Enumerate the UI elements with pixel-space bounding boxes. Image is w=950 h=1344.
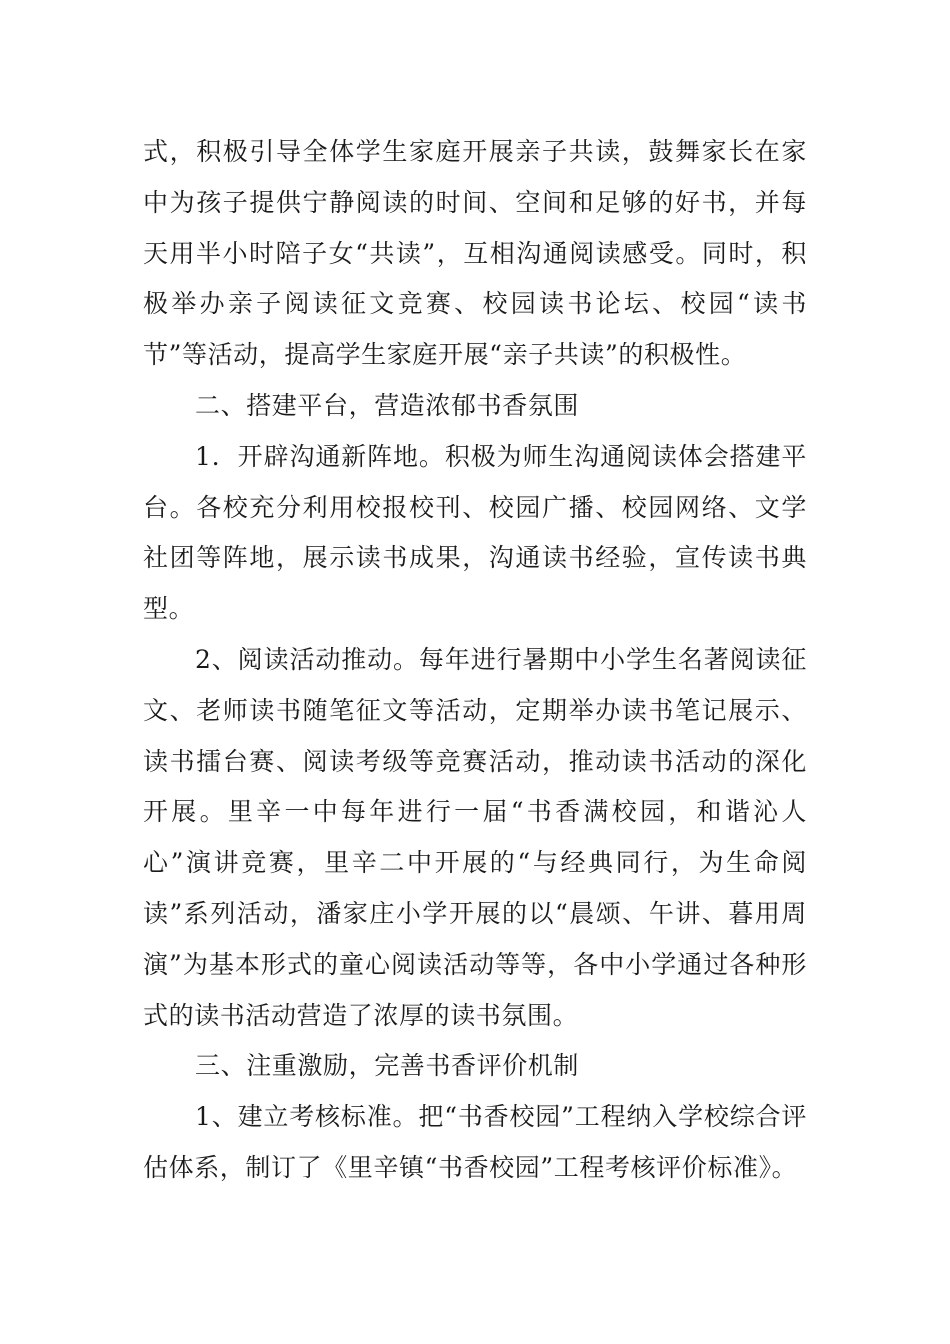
section-heading-three: 三、注重激励，完善书香评价机制 <box>195 1051 580 1081</box>
paragraph-continuation: 式，积极引导全体学生家庭开展亲子共读，鼓舞家长在家中为孩子提供宁静阅读的时间、空间和足够的好书，并每天用半小时陪子女“共读”，互相沟通阅读感受。同时，积极举办亲子阅读征文竞赛、校园读书论坛、校园“读书节”等活动，提高学生家庭开展“亲子共读”的积极性。 <box>143 137 807 370</box>
paragraph-item-2-2: 2、阅读活动推动。每年进行暑期中小学生名著阅读征文、老师读书随笔征文等活动，定期举办读书笔记展示、读书擂台赛、阅读考级等竞赛活动，推动读书活动的深化开展。里辛一中每年进行一届“书香满校园，和谐沁人心”演讲竞赛，里辛二中开展的“与经典同行，为生命阅读”系列活动，潘家庄小学开展的以“晨颂、午讲、暮用周演”为基本形式的童心阅读活动等等，各中小学通过各种形式的读书活动营造了浓厚的读书氛围。 <box>143 644 807 1030</box>
section-heading-two: 二、搭建平台，营造浓郁书香氛围 <box>195 390 580 420</box>
paragraph-item-2-1: 1．开辟沟通新阵地。积极为师生沟通阅读体会搭建平台。各校充分利用校报校刊、校园广播、校园网络、文学社团等阵地，展示读书成果，沟通读书经验，宣传读书典型。 <box>143 441 807 624</box>
document-body <box>143 127 807 1194</box>
paragraph-item-3-1: 1、建立考核标准。把“书香校园”工程纳入学校综合评估体系，制订了《里辛镇“书香校园”工程考核评价标准》。 <box>143 1102 807 1182</box>
